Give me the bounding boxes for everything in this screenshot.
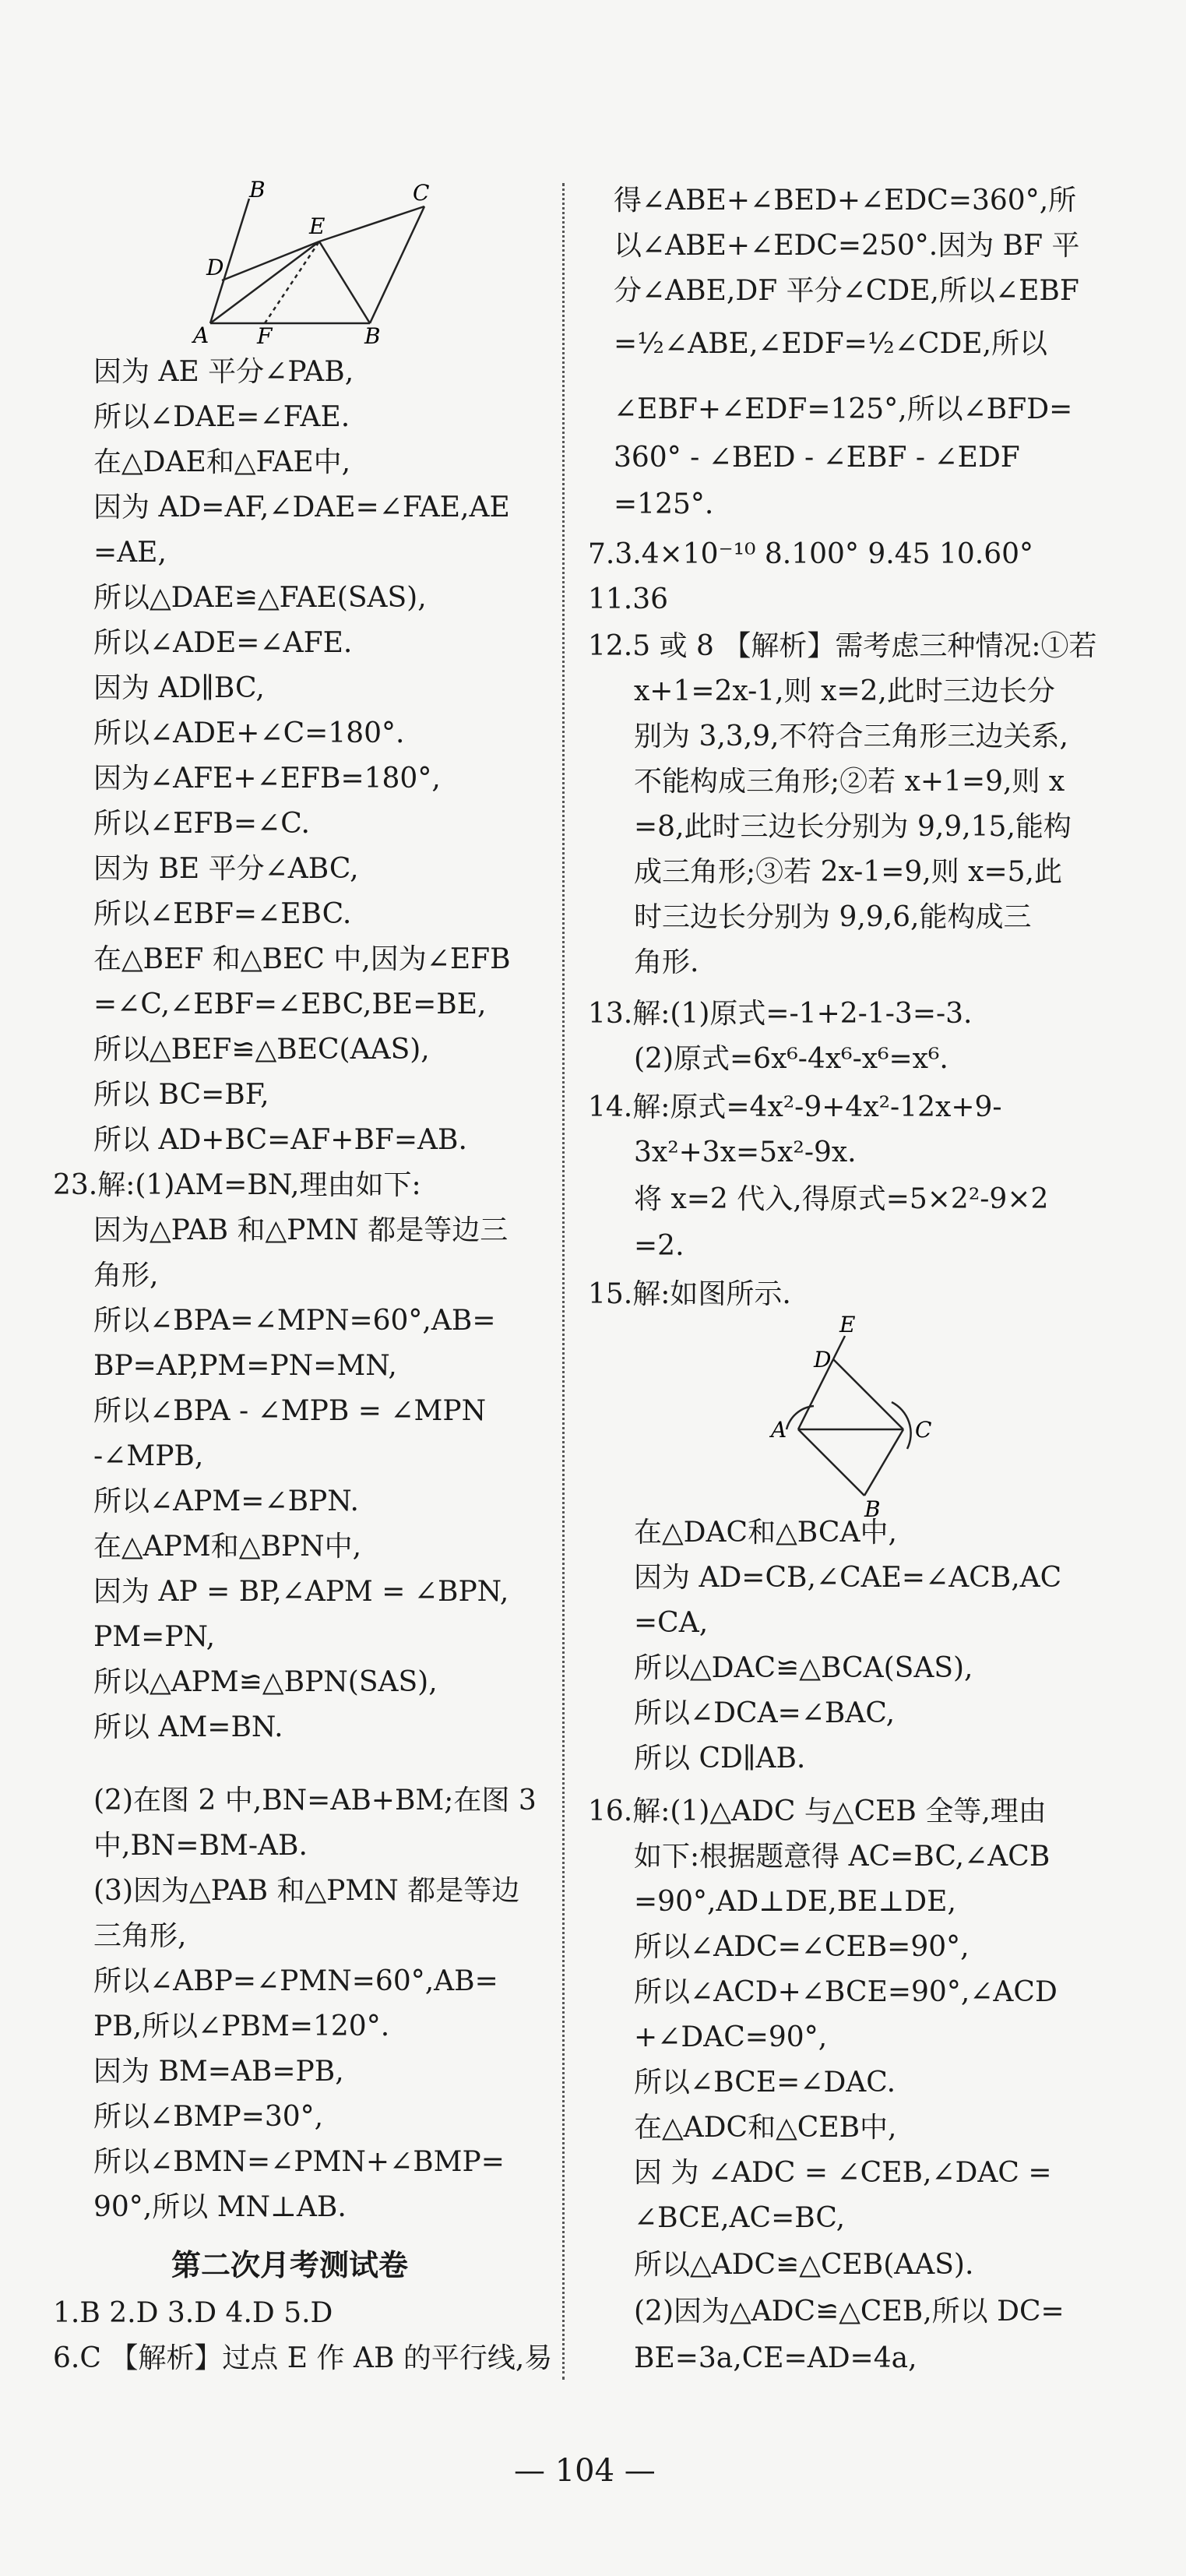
text-line: 所以∠BCE=∠DAC. (634, 2067, 896, 2099)
fig1-label-c: C (413, 180, 430, 206)
text-line: 11.36 (588, 583, 669, 615)
text-line: 所以∠BMP=30°, (93, 2101, 324, 2133)
text-line: =½∠ABE,∠EDF=½∠CDE,所以 (614, 328, 1048, 360)
text-line: ∠BCE,AC=BC, (634, 2202, 846, 2234)
text-line: 因为∠AFE+∠EFB=180°, (93, 763, 441, 795)
fig2-label-c: C (915, 1417, 932, 1443)
text-line: =8,此时三边长分别为 9,9,15,能构 (634, 811, 1072, 843)
text-line: 6.C 【解析】过点 E 作 AB 的平行线,易 (53, 2342, 553, 2374)
text-line: 所以 CD∥AB. (634, 1743, 806, 1774)
text-line: 因 为 ∠ADC = ∠CEB,∠DAC = (634, 2157, 1052, 2189)
text-line: 所以△BEF≌△BEC(AAS), (93, 1034, 430, 1066)
text-line: 所以∠APM=∠BPN. (93, 1485, 359, 1517)
text-line: 如下:根据题意得 AC=BC,∠ACB (634, 1841, 1051, 1873)
text-line: 360° - ∠BED - ∠EBF - ∠EDF (614, 442, 1020, 474)
text-line: 所以 BC=BF, (93, 1079, 269, 1111)
text-line: 所以∠ABP=∠PMN=60°,AB= (93, 1965, 498, 1997)
text-line: 以∠ABE+∠EDC=250°.因为 BF 平 (614, 230, 1080, 262)
text-line: 所以△ADC≌△CEB(AAS). (634, 2249, 974, 2281)
fig2-label-b: B (864, 1496, 881, 1519)
text-line: 所以∠BPA - ∠MPB = ∠MPN (93, 1395, 487, 1427)
page-number: — 104 — (514, 2453, 656, 2489)
text-line: =AE, (93, 537, 167, 569)
text-line: 别为 3,3,9,不符合三角形三边关系, (634, 721, 1068, 752)
fig2-label-e: E (839, 1313, 856, 1337)
fig1-label-d: D (206, 255, 224, 280)
fig2-label-a: A (771, 1417, 787, 1443)
text-line: PM=PN, (93, 1621, 216, 1653)
text-line: =125°. (614, 488, 714, 520)
text-line: (2)原式=6x⁶-4x⁶-x⁶=x⁶. (634, 1043, 948, 1075)
text-line: 16.解:(1)△ADC 与△CEB 全等,理由 (588, 1795, 1047, 1827)
text-line: 角形. (634, 946, 699, 978)
text-line: 分∠ABE,DF 平分∠CDE,所以∠EBF (614, 275, 1079, 307)
text-line: 所以∠ACD+∠BCE=90°,∠ACD (634, 1976, 1058, 2008)
text-line: 所以∠EFB=∠C. (93, 808, 310, 840)
text-line: -∠MPB, (93, 1440, 204, 1472)
text-line: =∠C,∠EBF=∠EBC,BE=BE, (93, 988, 487, 1020)
fig1-label-b-top: B (249, 177, 266, 203)
text-line: 所以∠DAE=∠FAE. (93, 401, 350, 433)
text-line: 在△DAC和△BCA中, (634, 1517, 897, 1549)
text-line: 时三边长分别为 9,9,6,能构成三 (634, 901, 1032, 933)
text-line: 15.解:如图所示. (588, 1278, 791, 1310)
text-line: 所以△APM≌△BPN(SAS), (93, 1666, 438, 1698)
text-line: 因为 BM=AB=PB, (93, 2056, 344, 2088)
section-heading: 第二次月考测试卷 (171, 2248, 409, 2282)
text-line: +∠DAC=90°, (634, 2021, 828, 2053)
text-line: 所以∠BPA=∠MPN=60°,AB= (93, 1305, 496, 1337)
text-line: 在△ADC和△CEB中, (634, 2112, 897, 2144)
text-line: BP=AP,PM=PN=MN, (93, 1350, 397, 1382)
text-line: 23.解:(1)AM=BN,理由如下: (53, 1169, 421, 1201)
text-line: 所以 AM=BN. (93, 1711, 283, 1743)
text-line: 因为 AE 平分∠PAB, (93, 356, 354, 388)
text-line: 3x²+3x=5x²-9x. (634, 1136, 857, 1168)
text-line: 所以∠DCA=∠BAC, (634, 1697, 896, 1729)
text-line: 在△BEF 和△BEC 中,因为∠EFB (93, 943, 511, 975)
text-line: 所以△DAC≌△BCA(SAS), (634, 1652, 973, 1684)
text-line: 1.B 2.D 3.D 4.D 5.D (53, 2297, 333, 2329)
fig1-label-f: F (257, 323, 273, 347)
text-line: =CA, (634, 1607, 709, 1639)
text-line: 所以△DAE≌△FAE(SAS), (93, 582, 427, 614)
text-line: (2)在图 2 中,BN=AB+BM;在图 3 (93, 1785, 537, 1817)
fig1-label-e: E (309, 213, 326, 239)
fig1-label-b-bottom: B (364, 323, 381, 347)
text-line: 在△APM和△BPN中, (93, 1531, 362, 1563)
text-line: 所以∠ADC=∠CEB=90°, (634, 1931, 970, 1963)
text-line: 因为 AD=AF,∠DAE=∠FAE,AE (93, 492, 510, 523)
text-line: (3)因为△PAB 和△PMN 都是等边 (93, 1875, 520, 1907)
text-line: 所以∠ADE+∠C=180°. (93, 717, 405, 749)
text-line: ∠EBF+∠EDF=125°,所以∠BFD= (614, 393, 1073, 425)
text-line: 因为 BE 平分∠ABC, (93, 853, 359, 885)
text-line: 因为 AP = BP,∠APM = ∠BPN, (93, 1576, 509, 1608)
geometry-figure-parallelogram (187, 175, 459, 347)
text-line: =90°,AD⊥DE,BE⊥DE, (634, 1886, 956, 1918)
text-line: (2)因为△ADC≌△CEB,所以 DC= (634, 2296, 1065, 2328)
text-line: 14.解:原式=4x²-9+4x²-12x+9- (588, 1091, 1002, 1123)
text-line: 不能构成三角形;②若 x+1=9,则 x (634, 766, 1065, 798)
text-line: 角形, (93, 1260, 159, 1292)
geometry-figure-construction (740, 1313, 958, 1519)
text-line: 所以∠ADE=∠AFE. (93, 627, 353, 659)
text-line: 成三角形;③若 2x-1=9,则 x=5,此 (634, 856, 1062, 888)
column-divider (562, 183, 565, 2380)
text-line: PB,所以∠PBM=120°. (93, 2010, 390, 2042)
text-line: 12.5 或 8 【解析】需考虑三种情况:①若 (588, 630, 1097, 662)
text-line: 中,BN=BM-AB. (93, 1830, 308, 1862)
text-line: x+1=2x-1,则 x=2,此时三边长分 (634, 675, 1055, 707)
text-line: 7.3.4×10⁻¹⁰ 8.100° 9.45 10.60° (588, 538, 1034, 570)
text-line: 90°,所以 MN⊥AB. (93, 2191, 347, 2223)
text-line: 所以∠BMN=∠PMN+∠BMP= (93, 2146, 505, 2178)
text-line: 因为 AD=CB,∠CAE=∠ACB,AC (634, 1562, 1062, 1594)
text-line: BE=3a,CE=AD=4a, (634, 2342, 917, 2374)
text-line: 将 x=2 代入,得原式=5×2²-9×2 (634, 1183, 1049, 1215)
fig1-label-a: A (193, 322, 209, 347)
text-line: =2. (634, 1230, 685, 1262)
text-line: 得∠ABE+∠BED+∠EDC=360°,所 (614, 185, 1077, 217)
text-line: 在△DAE和△FAE中, (93, 446, 351, 478)
text-line: 所以∠EBF=∠EBC. (93, 898, 352, 930)
text-line: 13.解:(1)原式=-1+2-1-3=-3. (588, 998, 973, 1030)
text-line: 所以 AD+BC=AF+BF=AB. (93, 1124, 467, 1156)
fig2-label-d: D (814, 1347, 832, 1373)
text-line: 因为 AD∥BC, (93, 672, 265, 704)
text-line: 因为△PAB 和△PMN 都是等边三 (93, 1214, 509, 1246)
text-line: 三角形, (93, 1920, 187, 1952)
